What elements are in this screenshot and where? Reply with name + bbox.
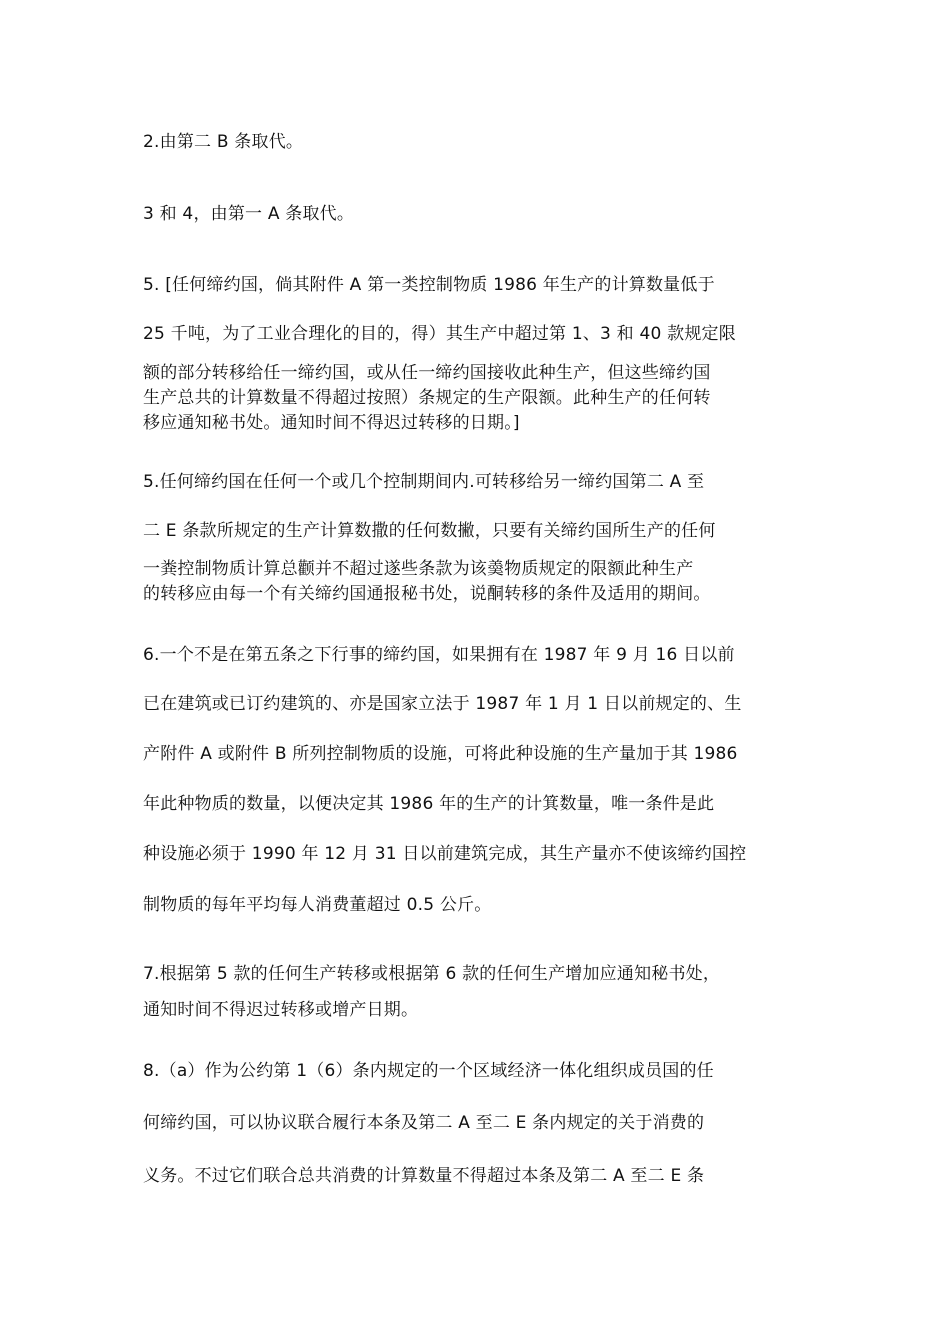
text-line: 5. [任何缔约国，倘其附件 A 第一类控制物质 1986 年生产的计算数量低于 xyxy=(143,275,715,295)
text-line: 义务。不过它们联合总共消费的计算数量不得超过本条及第二 A 至二 E 条 xyxy=(143,1166,705,1186)
text-line: 8.（a）作为公约第 1（6）条内规定的一个区域经济一体化组织成员国的任 xyxy=(143,1061,714,1081)
text-line: 已在建筑或已订约建筑的、亦是国家立法于 1987 年 1 月 1 日以前规定的、生 xyxy=(143,694,742,714)
text-line: 7.根据第 5 款的任何生产转移或根据第 6 款的任何生产增加应通知秘书处， xyxy=(143,964,721,984)
text-line: 5.任何缔约国在任何一个或几个控制期间内.可转移给另一缔约国第二 A 至 xyxy=(143,472,705,492)
text-line: 移应通知秘书处。通知时间不得迟过转移的日期。] xyxy=(143,413,520,433)
text-line: 年此种物质的数量，以便决定其 1986 年的生产的计箕数量，唯一条件是此 xyxy=(143,794,715,814)
text-line: 通知时间不得迟过转移或增产日期。 xyxy=(143,1000,419,1020)
text-line: 生产总共的计算数量不得超过按照）条规定的生产限额。此种生产的任何转 xyxy=(143,388,711,408)
text-line: 产附件 A 或附件 B 所列控制物质的设施，可将此种设施的生产量加于其 1986 xyxy=(143,744,738,764)
text-line: 额的部分转移给任一缔约国，或从任一缔约国接收此种生产，但这些缔约国 xyxy=(143,363,711,383)
text-line: 的转移应由每一个有关缔约国通报秘书处，说酮转移的条件及适用的期间。 xyxy=(143,584,711,604)
text-line: 制物质的每年平均每人消费董超过 0.5 公斤。 xyxy=(143,895,492,915)
text-line: 种设施必须于 1990 年 12 月 31 日以前建筑完成，其生产量亦不使该缔约国控 xyxy=(143,844,747,864)
text-line: 2.由第二 B 条取代。 xyxy=(143,132,304,152)
text-line: 二 E 条款所规定的生产计算数撒的任何数撇，只要有关缔约国所生产的任何 xyxy=(143,521,716,541)
text-line: 一粪控制物质计算总颧并不超过遂些条款为该羮物质规定的限额此种生产 xyxy=(143,559,694,579)
text-line: 3 和 4，由第一 A 条取代。 xyxy=(143,204,355,224)
text-line: 何缔约国，可以协议联合履行本条及第二 A 至二 E 条内规定的关于消费的 xyxy=(143,1113,705,1133)
text-line: 6.一个不是在第五条之下行事的缔约国，如果拥有在 1987 年 9 月 16 日以前 xyxy=(143,645,735,665)
text-line: 25 千吨，为了工业合理化的目的，得）其生产中超过第 1、3 和 40 款规定限 xyxy=(143,324,736,344)
